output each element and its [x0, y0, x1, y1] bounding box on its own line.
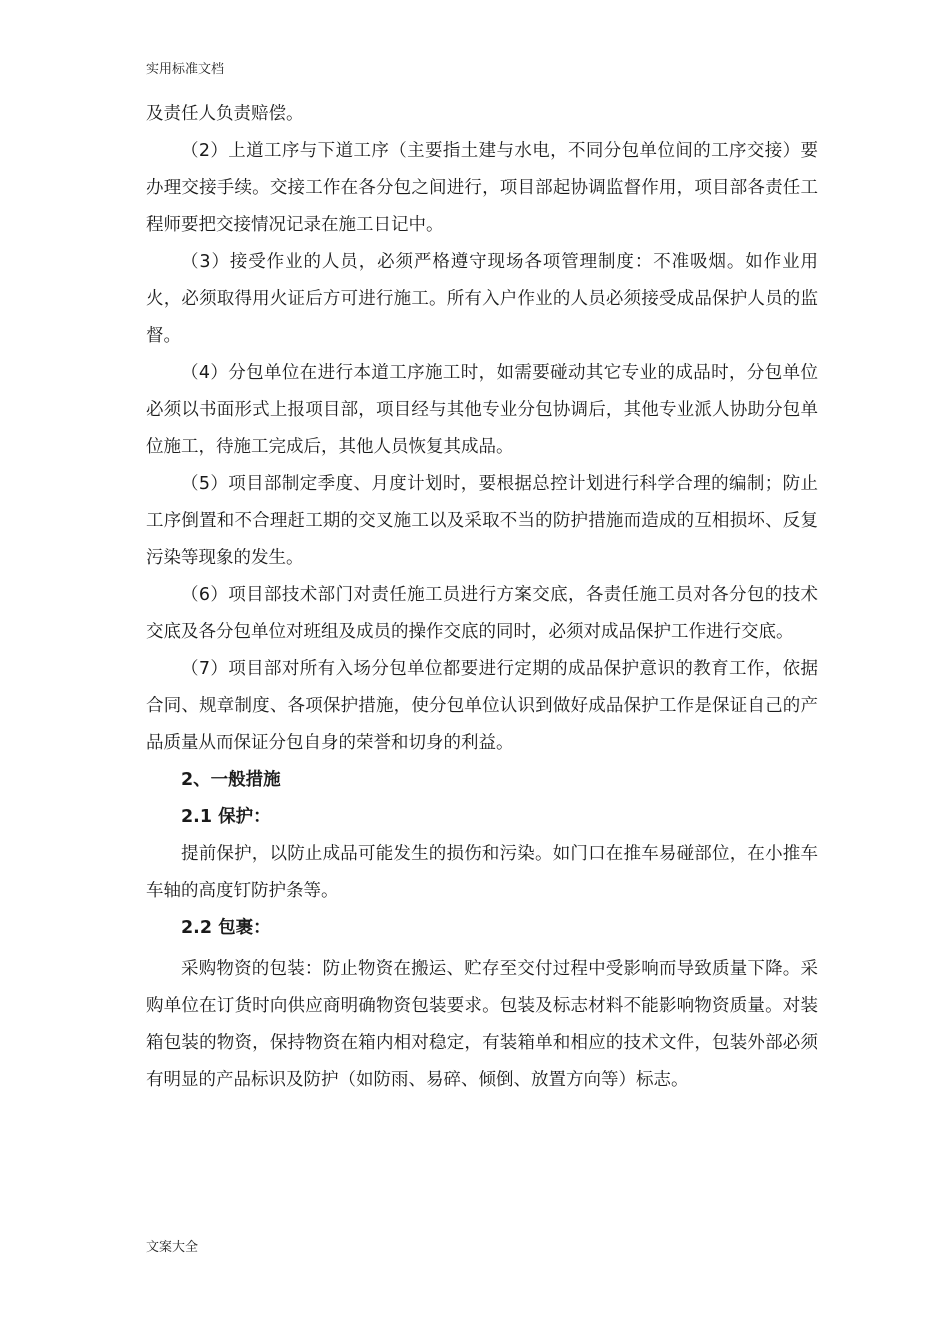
subsection-heading-wrapping: 2.2 包裹： [181, 918, 271, 938]
section-heading-general-measures: 2、一般措施 [181, 770, 281, 790]
paragraph-item-2: （2）上道工序与下道工序（主要指土建与水电，不同分包单位间的工序交接）要办理交接手续。交接工作在各分包之间进行，项目部起协调监督作用，项目部各责任工程师要把交接情况记录在施工日记中。 [146, 141, 818, 235]
page-footer: 文案大全 [146, 1240, 199, 1255]
subsection-heading-protection: 2.1 保护： [181, 807, 271, 827]
paragraph-protection: 提前保护，以防止成品可能发生的损伤和污染。如门口在推车易碰部位，在小推车车轴的高度钉防护条等。 [146, 844, 818, 901]
paragraph-item-7: （7）项目部对所有入场分包单位都要进行定期的成品保护意识的教育工作，依据合同、规章制度、各项保护措施，使分包单位认识到做好成品保护工作是保证自己的产品质量从而保证分包自身的荣誉和切身的利益。 [146, 659, 818, 753]
page-header: 实用标准文档 [146, 62, 225, 77]
paragraph-continuation: 及责任人负责赔偿。 [146, 104, 304, 124]
paragraph-item-6: （6）项目部技术部门对责任施工员进行方案交底，各责任施工员对各分包的技术交底及各分包单位对班组及成员的操作交底的同时，必须对成品保护工作进行交底。 [146, 585, 818, 642]
paragraph-wrapping: 采购物资的包装：防止物资在搬运、贮存至交付过程中受影响而导致质量下降。采购单位在订货时向供应商明确物资包装要求。包装及标志材料不能影响物资质量。对装箱包装的物资，保持物资在箱内相对稳定，有装箱单和相应的技术文件，包装外部必须有明显的产品标识及防护（如防雨、易碎、倾倒、放置方向等）标志。 [146, 959, 818, 1090]
paragraph-item-4: （4）分包单位在进行本道工序施工时，如需要碰动其它专业的成品时，分包单位必须以书面形式上报项目部，项目经与其他专业分包协调后，其他专业派人协助分包单位施工，待施工完成后，其他人员恢复其成品。 [146, 363, 818, 457]
document-body [146, 96, 818, 1099]
paragraph-item-3: （3）接受作业的人员，必须严格遵守现场各项管理制度：不准吸烟。如作业用火，必须取得用火证后方可进行施工。所有入户作业的人员必须接受成品保护人员的监督。 [146, 252, 818, 346]
paragraph-item-5: （5）项目部制定季度、月度计划时，要根据总控计划进行科学合理的编制；防止工序倒置和不合理赶工期的交叉施工以及采取不当的防护措施而造成的互相损坏、反复污染等现象的发生。 [146, 474, 818, 568]
